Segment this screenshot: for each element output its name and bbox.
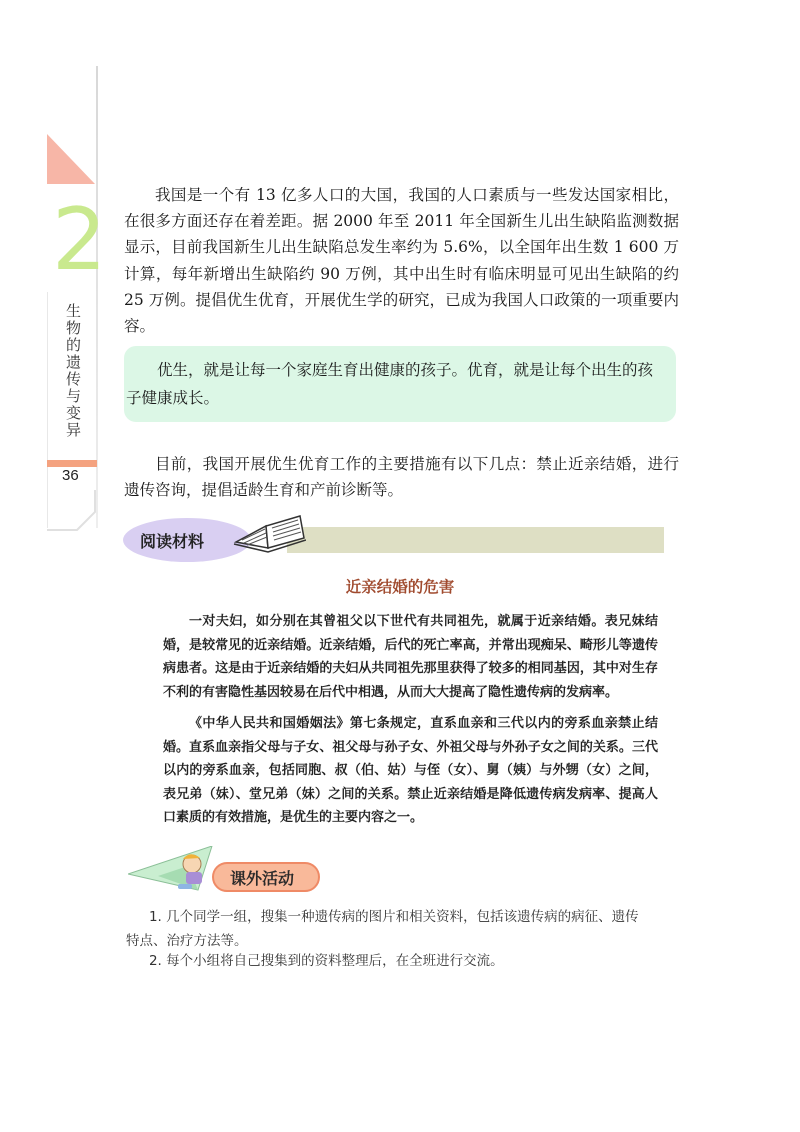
definition-text: 优生，就是让每一个家庭生育出健康的孩子。优育，就是让每个出生的孩子健康成长。: [126, 361, 654, 407]
measures-paragraph: 目前，我国开展优生优育工作的主要措施有以下几点：禁止近亲结婚，进行遗传咨询，提倡适龄生育和产前诊断等。: [124, 455, 679, 500]
intro-paragraph: 我国是一个有 13 亿多人口的大国，我国的人口素质与一些发达国家相比，在很多方面还存在着差距。据 2000 年至 2011 年全国新生儿出生缺陷监测数据显示，目前我国新生儿出生缺陷总发生率约为 5.6%，以全国年出生数 1 600 万计算，每年新增出生缺陷约 90 万例，其中出生时有临床明显可见出生缺陷的约 25 万例。提倡优生优育，开展优生学的研究，已成为我国人口政策的一项重要内容。: [124, 186, 679, 336]
open-book-icon: [232, 512, 306, 554]
bottom-bracket-decoration: [47, 490, 99, 534]
article-paragraph-2: 《中华人民共和国婚姻法》第七条规定，直系血亲和三代以内的旁系血亲禁止结婚。直系血亲指父母与子女、祖父母与孙子女、外祖父母与外孙子女之间的关系。三代以内的旁系血亲，包括同胞、叔（伯、姑）与侄（女）、舅（姨）与外甥（女）之间，表兄弟（妹）、堂兄弟（妹）之间的关系。禁止近亲结婚是降低遗传病发病率、提高人口素质的有效措施，是优生的主要内容之一。: [163, 716, 658, 826]
chapter-number: 2: [52, 190, 107, 290]
page-number-tab: [47, 460, 97, 467]
reading-banner-bar: [287, 527, 664, 553]
activity-label: 课外活动: [230, 869, 295, 888]
corner-triangle-icon: [47, 134, 97, 186]
article-title: 近亲结婚的危害: [345, 578, 455, 596]
activity-item-1: 1. 几个同学一组，搜集一种遗传病的图片和相关资料，包括该遗传病的病征、遗传特点、治疗方法等。: [126, 909, 639, 949]
activity-item-2: 2. 每个小组将自己搜集到的资料整理后，在全班进行交流。: [148, 953, 504, 969]
page-number: 36: [62, 467, 79, 484]
article-paragraph-1: 一对夫妇，如分别在其曾祖父以下世代有共同祖先，就属于近亲结婚。表兄妹结婚，是较常见的近亲结婚。近亲结婚，后代的死亡率高，并常出现痴呆、畸形儿等遗传病患者。这是由于近亲结婚的夫妇从共同祖先那里获得了较多的相同基因，其中对生存不利的有害隐性基因较易在后代中相遇，从而大大提高了隐性遗传病的发病率。: [163, 614, 658, 700]
chapter-title: 生物的遗传与变异: [66, 302, 82, 439]
reading-label: 阅读材料: [140, 532, 205, 551]
